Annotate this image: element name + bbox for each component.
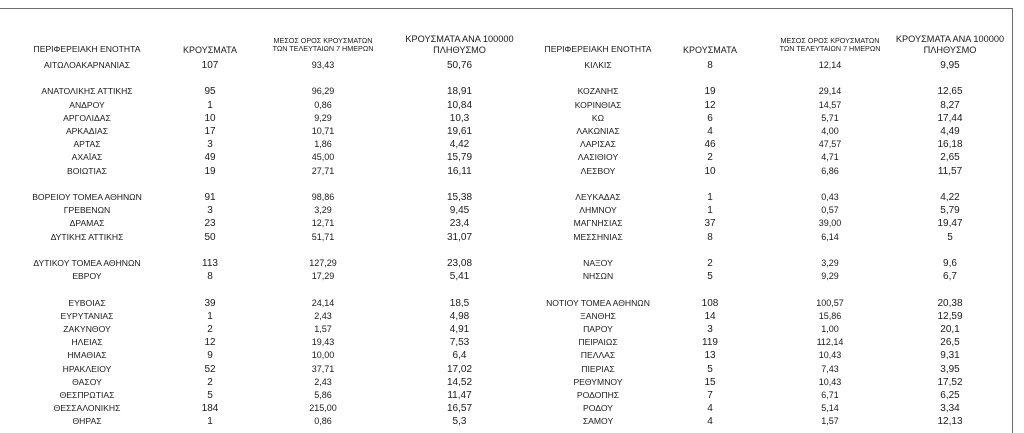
per100k-value: 10,3 [449, 112, 470, 124]
per100k-value: 5,3 [452, 416, 467, 428]
avg7-value: 2,43 [314, 310, 332, 321]
region-name: ΜΑΓΝΗΣΙΑΣ [573, 218, 623, 229]
per100k-value: 16,11 [447, 165, 472, 177]
region-name: ΑΙΤΩΛΟΑΚΑΡΝΑΝΙΑΣ [43, 60, 131, 70]
header-per100k-right [890, 34, 1010, 55]
avg7-value: 6,71 [821, 390, 839, 400]
cases-value: 17 [204, 126, 216, 137]
region-name: ΕΥΒΟΙΑΣ [68, 297, 106, 308]
region-name: ΑΧΑΪΑΣ [71, 152, 103, 163]
cases-value: 8 [707, 231, 713, 243]
header-avg7-line1: ΜΕΣΟΣ ΟΡΟΣ ΚΡΟΥΣΜΑΤΩΝ [273, 36, 373, 45]
region-name: ΕΥΡΥΤΑΝΙΑΣ [60, 310, 114, 321]
cases-value: 8 [207, 271, 213, 283]
cases-value: 12 [204, 337, 216, 349]
avg7-value: 17,29 [311, 271, 335, 282]
header-region-left: ΠΕΡΙΦΕΡΕΙΑΚΗ ΕΝΟΤΗΤΑ [33, 44, 141, 54]
cases-value: 1 [707, 192, 713, 203]
per100k-value: 12,59 [937, 310, 963, 322]
avg7-value: 5,86 [314, 390, 332, 400]
avg7-value: 24,14 [311, 297, 335, 308]
cases-value: 37 [704, 218, 716, 230]
cases-value: 3 [707, 324, 713, 335]
header-per100k-line2: ΠΛΗΘΥΣΜΟ [433, 44, 486, 55]
header-avg7-line1: ΜΕΣΟΣ ΟΡΟΣ ΚΡΟΥΣΜΑΤΩΝ [780, 36, 880, 45]
avg7-value: 2,43 [314, 376, 332, 387]
avg7-value: 6,86 [821, 165, 839, 176]
region-name: ΑΡΤΑΣ [73, 139, 101, 150]
cases-value: 13 [704, 350, 716, 362]
cases-value: 5 [707, 363, 713, 375]
per100k-value: 12,13 [937, 416, 963, 428]
per100k-value: 31,07 [446, 231, 473, 243]
region-name: ΑΡΚΑΔΙΑΣ [65, 126, 109, 136]
cases-value: 2 [207, 376, 213, 388]
avg7-value: 9,29 [314, 112, 332, 123]
region-name: ΛΑΡΙΣΑΣ [580, 139, 616, 150]
cases-value: 46 [704, 139, 716, 151]
avg7-value: 12,71 [311, 218, 335, 229]
region-name: ΣΑΜΟΥ [582, 416, 614, 427]
region-name: ΝΟΤΙΟΥ ΤΟΜΕΑ ΑΘΗΝΩΝ [546, 297, 650, 308]
region-name: ΚΟΡΙΝΘΙΑΣ [574, 99, 622, 110]
per100k-value: 4,91 [449, 324, 470, 335]
per100k-value: 4,42 [449, 139, 470, 151]
cases-value: 39 [204, 297, 216, 309]
region-name: ΚΩ [591, 112, 605, 123]
avg7-value: 10,71 [311, 126, 335, 136]
per100k-value: 20,38 [937, 297, 963, 309]
cases-value: 10 [204, 112, 216, 124]
cases-value: 1 [707, 205, 713, 217]
per100k-value: 17,44 [937, 112, 963, 124]
header-avg7-line2: ΤΩΝ ΤΕΛΕΥΤΑΙΩΝ 7 ΗΜΕΡΩΝ [272, 44, 374, 54]
header-avg7-left [268, 37, 378, 54]
region-name: ΡΟΔΟΠΗΣ [576, 390, 620, 400]
header-per100k-left [392, 34, 527, 55]
cases-value: 6 [707, 112, 713, 124]
avg7-value: 7,43 [821, 363, 839, 374]
per100k-value: 23,08 [446, 258, 473, 269]
per100k-value: 3,95 [940, 363, 960, 375]
avg7-value: 47,57 [818, 139, 842, 150]
avg7-value: 5,14 [821, 403, 839, 414]
cases-value: 8 [707, 60, 713, 71]
region-name: ΛΕΥΚΑΔΑΣ [575, 192, 621, 202]
region-name: ΑΝΔΡΟΥ [69, 99, 105, 110]
cases-value: 49 [204, 152, 216, 164]
cases-value: 12 [704, 99, 716, 111]
cases-value: 5 [207, 390, 213, 401]
per100k-value: 15,79 [446, 152, 473, 164]
per100k-value: 6,4 [452, 350, 467, 362]
per100k-value: 4,98 [449, 310, 470, 322]
region-name: ΛΗΜΝΟΥ [579, 205, 617, 216]
per100k-value: 10,84 [446, 99, 473, 111]
per100k-value: 6,7 [943, 271, 957, 283]
avg7-value: 127,29 [309, 258, 337, 268]
avg7-value: 45,00 [311, 152, 335, 163]
header-per100k-line2: ΠΛΗΘΥΣΜΟ [923, 44, 977, 55]
avg7-value: 215,00 [309, 403, 337, 414]
per100k-value: 11,57 [937, 165, 963, 177]
cases-value: 91 [204, 192, 216, 203]
per100k-value: 8,27 [940, 99, 960, 111]
region-name: ΞΑΝΘΗΣ [580, 310, 616, 321]
per100k-value: 4,49 [940, 126, 960, 137]
region-name: ΔΡΑΜΑΣ [69, 218, 105, 229]
cases-value: 15 [704, 376, 716, 388]
region-name: ΗΛΕΙΑΣ [71, 337, 103, 348]
header-per100k-line1: ΚΡΟΥΣΜΑΤΑ ΑΝΑ 100000 [895, 34, 1005, 44]
cases-value: 1 [207, 416, 213, 428]
header-avg7-line2: ΤΩΝ ΤΕΛΕΥΤΑΙΩΝ 7 ΗΜΕΡΩΝ [779, 44, 881, 54]
region-name: ΝΗΣΩΝ [582, 271, 614, 282]
per100k-value: 18,91 [446, 86, 473, 98]
cases-value: 1 [207, 310, 213, 322]
per100k-value: 15,38 [446, 192, 473, 203]
per100k-value: 17,02 [446, 363, 473, 375]
region-name: ΘΑΣΟΥ [72, 376, 102, 387]
region-name: ΑΝΑΤΟΛΙΚΗΣ ΑΤΤΙΚΗΣ [41, 86, 133, 97]
region-name: ΛΕΣΒΟΥ [580, 165, 616, 176]
cases-value: 119 [702, 337, 718, 349]
avg7-value: 29,14 [818, 86, 842, 97]
avg7-value: 1,86 [314, 139, 332, 150]
per100k-value: 9,31 [940, 350, 960, 362]
cases-value: 108 [701, 297, 719, 309]
per100k-value: 19,47 [937, 218, 963, 230]
region-name: ΔΥΤΙΚΗΣ ΑΤΤΙΚΗΣ [50, 231, 124, 242]
region-name: ΒΟΙΩΤΙΑΣ [67, 165, 107, 176]
header-cases-right: ΚΡΟΥΣΜΑΤΑ [683, 45, 737, 55]
avg7-value: 4,71 [821, 152, 839, 163]
region-name: ΛΑΚΩΝΙΑΣ [576, 126, 620, 136]
region-name: ΑΡΓΟΛΙΔΑΣ [63, 112, 111, 123]
region-name: ΚΟΖΑΝΗΣ [577, 86, 619, 97]
per100k-value: 50,76 [446, 60, 473, 71]
per100k-value: 4,22 [940, 192, 960, 203]
cases-value: 2 [707, 258, 713, 269]
region-name: ΕΒΡΟΥ [72, 271, 102, 282]
avg7-value: 37,71 [311, 363, 335, 374]
region-name: ΒΟΡΕΙΟΥ ΤΟΜΕΑ ΑΘΗΝΩΝ [32, 192, 142, 202]
cases-value: 113 [202, 258, 218, 269]
cases-value: 4 [707, 126, 713, 137]
top-border [0, 8, 1012, 9]
avg7-value: 5,71 [821, 112, 839, 123]
cases-value: 4 [707, 403, 713, 415]
cases-value: 3 [207, 139, 213, 151]
cases-value: 10 [704, 165, 716, 177]
per100k-value: 5,79 [940, 205, 960, 217]
cases-value: 5 [707, 271, 713, 283]
region-name: ΡΟΔΟΥ [583, 403, 613, 414]
cases-value: 2 [207, 324, 213, 335]
region-name: ΡΕΘΥΜΝΟΥ [573, 376, 623, 387]
avg7-value: 27,71 [311, 165, 335, 176]
cases-value: 9 [207, 350, 213, 362]
avg7-value: 93,43 [311, 60, 335, 70]
avg7-value: 100,57 [816, 297, 844, 308]
region-name: ΛΑΣΙΘΙΟΥ [577, 152, 619, 163]
cases-value: 50 [204, 231, 216, 243]
region-name: ΘΕΣΠΡΩΤΙΑΣ [59, 390, 115, 400]
per100k-value: 5,41 [449, 271, 470, 283]
per100k-value: 3,34 [940, 403, 960, 415]
cases-value: 7 [707, 390, 713, 401]
avg7-value: 3,29 [314, 205, 332, 216]
avg7-value: 10,43 [818, 350, 842, 361]
cases-value: 184 [201, 403, 219, 415]
per100k-value: 17,52 [937, 376, 963, 388]
region-name: ΗΡΑΚΛΕΙΟΥ [62, 363, 112, 374]
per100k-value: 14,52 [446, 376, 473, 388]
per100k-value: 19,61 [446, 126, 473, 137]
per100k-value: 16,57 [446, 403, 473, 415]
per100k-value: 26,5 [940, 337, 960, 349]
per100k-value: 9,6 [943, 258, 957, 269]
header-cases-left: ΚΡΟΥΣΜΑΤΑ [183, 45, 237, 55]
avg7-value: 19,43 [311, 337, 335, 348]
cases-value: 19 [704, 86, 716, 98]
avg7-value: 4,00 [821, 126, 839, 136]
avg7-value: 51,71 [311, 231, 335, 242]
cases-value: 23 [204, 218, 216, 230]
region-name: ΠΙΕΡΙΑΣ [581, 363, 615, 374]
avg7-value: 10,43 [818, 376, 842, 387]
header-avg7-right [775, 37, 885, 54]
cases-value: 14 [704, 310, 716, 322]
cases-value: 95 [204, 86, 216, 98]
region-name: ΔΥΤΙΚΟΥ ΤΟΜΕΑ ΑΘΗΝΩΝ [33, 258, 141, 268]
per100k-value: 9,95 [940, 60, 960, 71]
per100k-value: 16,18 [937, 139, 963, 151]
region-name: ΖΑΚΥΝΘΟΥ [63, 324, 111, 334]
avg7-value: 112,14 [816, 337, 844, 348]
region-name: ΘΕΣΣΑΛΟΝΙΚΗΣ [53, 403, 121, 414]
cases-value: 19 [204, 165, 216, 177]
region-name: ΘΗΡΑΣ [72, 416, 102, 427]
avg7-value: 12,14 [818, 60, 842, 70]
region-name: ΠΕΛΛΑΣ [580, 350, 616, 361]
per100k-value: 23,4 [449, 218, 470, 230]
avg7-value: 3,29 [821, 258, 839, 268]
region-name: ΗΜΑΘΙΑΣ [67, 350, 107, 361]
region-name: ΜΕΣΣΗΝΙΑΣ [573, 231, 623, 242]
avg7-value: 0,57 [821, 205, 839, 216]
region-name: ΠΕΙΡΑΙΩΣ [578, 337, 618, 348]
per100k-value: 11,47 [447, 390, 472, 401]
avg7-value: 1,57 [314, 324, 332, 334]
per100k-value: 12,65 [937, 86, 963, 98]
cases-value: 1 [207, 99, 213, 111]
cases-value: 52 [204, 363, 216, 375]
header-region-right: ΠΕΡΙΦΕΡΕΙΑΚΗ ΕΝΟΤΗΤΑ [544, 44, 652, 54]
avg7-value: 96,29 [311, 86, 335, 97]
cases-value: 2 [707, 152, 713, 164]
avg7-value: 9,29 [821, 271, 839, 282]
per100k-value: 7,53 [449, 337, 470, 349]
avg7-value: 14,57 [818, 99, 842, 110]
right-border [1012, 8, 1013, 433]
cases-value: 107 [201, 60, 219, 71]
per100k-value: 9,45 [449, 205, 470, 217]
avg7-value: 1,57 [821, 416, 839, 427]
per100k-value: 18,5 [449, 297, 470, 309]
avg7-value: 98,86 [311, 192, 335, 202]
avg7-value: 10,00 [311, 350, 335, 361]
avg7-value: 1,00 [821, 324, 839, 334]
per100k-value: 20,1 [940, 324, 960, 335]
avg7-value: 0,86 [314, 416, 332, 427]
cases-value: 3 [207, 205, 213, 217]
region-name: ΝΑΞΟΥ [583, 258, 613, 268]
avg7-value: 0,43 [821, 192, 839, 202]
cases-value: 4 [707, 416, 713, 428]
avg7-value: 0,86 [314, 99, 332, 110]
avg7-value: 6,14 [821, 231, 839, 242]
per100k-value: 6,25 [940, 390, 960, 401]
region-name: ΚΙΛΚΙΣ [584, 60, 612, 70]
per100k-value: 5 [947, 231, 953, 243]
avg7-value: 15,86 [818, 310, 842, 321]
avg7-value: 39,00 [818, 218, 842, 229]
header-per100k-line1: ΚΡΟΥΣΜΑΤΑ ΑΝΑ 100000 [405, 34, 514, 44]
per100k-value: 2,65 [940, 152, 960, 164]
region-name: ΓΡΕΒΕΝΩΝ [63, 205, 111, 216]
region-name: ΠΑΡΟΥ [583, 324, 613, 334]
